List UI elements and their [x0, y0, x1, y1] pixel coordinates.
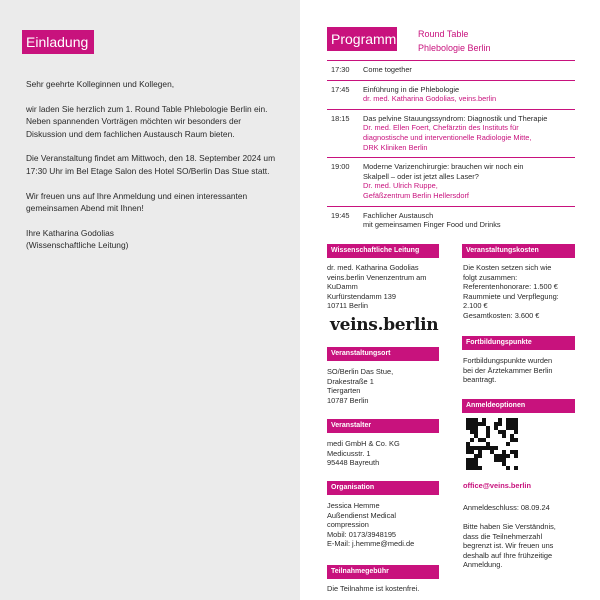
wiss-line: Kurfürstendamm 139 [327, 291, 397, 301]
program-list [327, 60, 575, 235]
gebuehr-text: Die Teilnahme ist kostenfrei. [327, 584, 420, 593]
organisation-line: compression [327, 520, 369, 530]
veranstalter-line: medi GmbH & Co. KG [327, 439, 400, 448]
kosten-line: 2.100 € [463, 301, 488, 311]
registration-email-link[interactable]: office@veins.berlin [463, 481, 531, 490]
organisation-line: E-Mail: j.hemme@medi.de [327, 539, 415, 549]
veranstalter-text [327, 439, 457, 468]
punkte-tag: Fortbildungspunkte [462, 336, 575, 350]
organisation-tag: Organisation [327, 481, 439, 495]
organisation-line: Jessica Hemme [327, 501, 380, 510]
organisation-text [327, 501, 457, 549]
organisation-line: Außendienst Medical [327, 510, 397, 520]
program-speaker: Dr. med. Ellen Foert, Chefärztin des Instituts für [363, 123, 519, 133]
ort-tag: Veranstaltungsort [327, 347, 439, 361]
program-speaker: Dr. med. Ulrich Ruppe, [363, 181, 438, 191]
punkte-line: bei der Ärztekammer Berlin [463, 365, 553, 375]
ort-line: Tiergarten [327, 386, 361, 396]
program-speaker: diagnostische und interventionelle Radiologie Mitte, [363, 132, 532, 142]
punkte-text [463, 356, 578, 385]
program-desc [363, 65, 575, 75]
program-time: 19:00 [331, 162, 350, 172]
wiss-line: dr. med. Katharina Godolias [327, 263, 419, 272]
program-topic: Das pelvine Stauungssyndrom: Diagnostik und Therapie [363, 113, 548, 123]
ort-line: SO/Berlin Das Stue, [327, 367, 394, 376]
letter-date: Die Veranstaltung findet am Mittwoch, den 18. September 2024 um 17:30 Uhr im Bel Etage Salon des Hotel SO/Berlin Das Stue statt. [26, 153, 276, 176]
program-desc [363, 211, 575, 230]
veranstalter-line: 95448 Bayreuth [327, 458, 380, 468]
program-topic: Moderne Varizenchirurgie: brauchen wir noch ein [363, 162, 524, 172]
kosten-line: Die Kosten setzen sich wie [463, 263, 552, 272]
kosten-line: Gesamtkosten: 3.600 € [463, 310, 540, 320]
program-topic: mit gemeinsamen Finger Food und Drinks [363, 220, 501, 230]
punkte-line: beantragt. [463, 375, 497, 385]
program-row [327, 206, 575, 235]
invitation-letter [26, 78, 276, 264]
note-line: Anmeldung. [463, 560, 503, 570]
program-time: 17:45 [331, 84, 350, 94]
kosten-text [463, 263, 578, 321]
program-row [327, 157, 575, 205]
program-desc [363, 162, 575, 200]
wiss-leitung-text [327, 263, 457, 311]
event-title-line2: Phlebologie Berlin [418, 43, 491, 53]
letter-greeting: Sehr geehrte Kolleginnen und Kollegen, [26, 79, 175, 89]
letter-intro: wir laden Sie herzlich zum 1. Round Table Phlebologie Berlin ein. Neben spannenden Vorträgen möchten wir besonders der Diskussion und dem fachlichen Austausch Raum bieten. [26, 103, 268, 139]
program-speaker: Gefäßzentrum Berlin Hellersdorf [363, 190, 469, 200]
ort-text [327, 367, 457, 405]
punkte-line: Fortbildungspunkte wurden [463, 356, 553, 365]
wiss-line: 10711 Berlin [327, 301, 368, 311]
veranstalter-line: Medicusstr. 1 [327, 448, 371, 458]
kosten-tag: Veranstaltungskosten [462, 244, 575, 258]
note-line: Bitte haben Sie Verständnis, [463, 522, 556, 531]
program-topic: Come together [363, 65, 412, 74]
event-title-line1: Round Table [418, 29, 469, 39]
registration-note [463, 522, 578, 570]
letter-closing: Wir freuen uns auf Ihre Anmeldung und einen interessanten gemeinsamen Abend mit Ihnen! [26, 190, 248, 214]
program-topic: Einführung in die Phlebologie [363, 84, 460, 94]
program-desc [363, 114, 575, 152]
program-time: 18:15 [331, 113, 350, 123]
note-line: dass die Teilnehmerzahl [463, 531, 543, 541]
kosten-line: Raummiete und Verpflegung: [463, 291, 559, 301]
kosten-line: folgt zusammen: [463, 272, 518, 282]
wiss-line: veins.berlin Venenzentrum am [327, 272, 427, 282]
letter-signature: Ihre Katharina Godolias (Wissenschaftliche Leitung) [26, 227, 129, 251]
program-topic: Skalpell – oder ist jetzt alles Laser? [363, 171, 479, 181]
veins-berlin-logo: veins.berlin [330, 315, 439, 335]
programm-tag: Programm [327, 27, 397, 51]
program-row [327, 109, 575, 157]
program-speaker: dr. med. Katharina Godolias, veins.berlin [363, 94, 497, 104]
note-line: begrenzt ist. Wir freuen uns [463, 541, 554, 551]
wiss-line: KuDamm [327, 282, 358, 292]
program-desc [363, 85, 575, 104]
anmeldung-tag: Anmeldeoptionen [462, 399, 575, 413]
kosten-line: Referentenhonorare: 1.500 € [463, 282, 558, 292]
program-topic: Fachlicher Austausch [363, 210, 434, 220]
program-row [327, 60, 575, 80]
wiss-leitung-tag: Wissenschaftliche Leitung [327, 244, 439, 258]
program-time: 17:30 [331, 65, 350, 74]
event-title [418, 27, 491, 55]
veranstalter-tag: Veranstalter [327, 419, 439, 433]
registration-deadline: Anmeldeschluss: 08.09.24 [463, 503, 550, 512]
organisation-line: Mobil: 0173/3948195 [327, 529, 397, 539]
qr-code-icon[interactable] [466, 418, 518, 470]
ort-line: Drakestraße 1 [327, 376, 374, 386]
einladung-tag: Einladung [22, 30, 94, 54]
note-line: deshalb auf Ihre frühzeitige [463, 550, 553, 560]
gebuehr-tag: Teilnahmegebühr [327, 565, 439, 579]
program-row [327, 80, 575, 109]
program-speaker: DRK Kliniken Berlin [363, 142, 428, 152]
ort-line: 10787 Berlin [327, 395, 369, 405]
program-time: 19:45 [331, 210, 350, 220]
